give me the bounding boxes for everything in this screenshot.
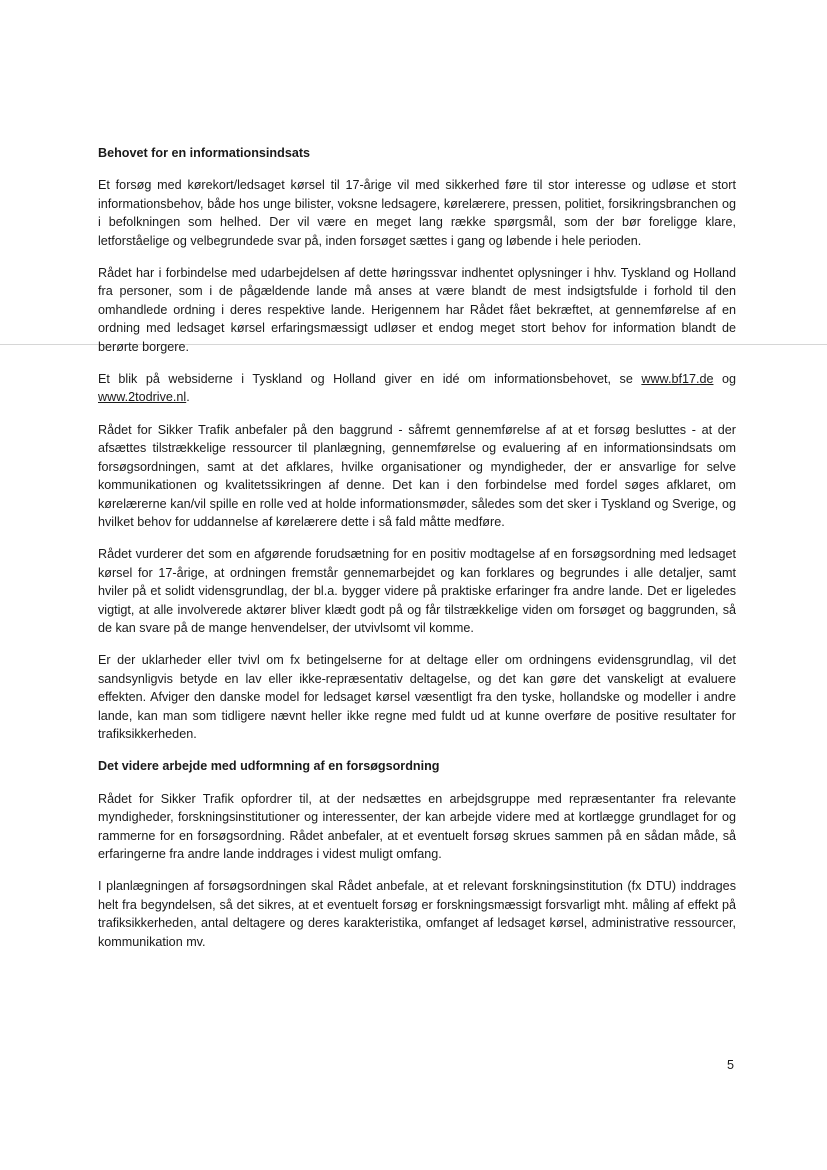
section-further-work: [98, 757, 736, 951]
section-heading: Behovet for en informationsindsats: [98, 146, 311, 160]
paragraph: Rådet for Sikker Trafik anbefaler på den baggrund - såfremt gennemførelse af at et forsøg besluttes - at der afsættes tilstrækkelige ressourcer til planlægning, gennemførelse og evaluering af en informationsindsats om forsøgsordningen, samt at det afklares, hvilke organisationer og myndigheder, der er ansvarlige for selve kommunikationen og kvalitetssikringen af denne. Det kan i den forbindelse med fordel søges afklaret, om kørelærerne kan/vil spille en rolle ved at holde informationsmøder, således som det sker i Tyskland og Sverige, og hvilket behov for uddannelse af kørelærere dette i så fald måtte medføre.: [98, 422, 736, 529]
link-paragraph-text: og: [713, 372, 737, 387]
paragraph: Rådet har i forbindelse med udarbejdelsen af dette høringssvar indhentet oplysninger i hhv. Tyskland og Holland fra personer, som i de pågældende lande må anses at være blandt de mest indsigtsfulde i forhold til den omhandlede ordning i deres respektive lande. Herigennem har Rådet fået bekræftet, at gennemførelse af en ordning med ledsaget kørsel erfaringsmæssigt udløser et endog meget stort behov for information blandt de berørte borgere.: [98, 266, 736, 354]
link-paragraph-text: Et blik på websiderne i Tyskland og Holland giver en idé om informationsbehovet, se: [98, 372, 642, 387]
paragraph: Er der uklarheder eller tvivl om fx betingelserne for at deltage eller om ordningens evidensgrundlag, vil det sandsynligvis betyde en lav eller ikke-repræsentativ deltagelse, og det kan gøre det vanskeligt at evaluere effekten. Afviger den danske model for ledsaget kørsel væsentligt fra den tyske, hollandske og modeller i andre lande, kan man som tidligere nævnt heller ikke regne med fuldt ud at kunne overføre de positive resultater for trafiksikkerheden.: [98, 653, 736, 741]
paragraph-with-links: [98, 370, 736, 407]
paragraph: Rådet vurderer det som en afgørende forudsætning for en positiv modtagelse af en forsøgsordning med ledsaget kørsel for 17-årige, at ordningen fremstår gennemarbejdet og kan forklares og begrundes i alle detaljer, samt hviler på et solidt vidensgrundlag, der bl.a. bygger videre på praktiske erfaringer fra andre lande. Det er ligeledes vigtigt, at alle involverede aktører bliver klædt godt på og får tilstrækkelige viden om forsøget og baggrunden, så de kan svare på de mange henvendelser, der utvivlsomt vil komme.: [98, 547, 736, 635]
link-paragraph-text: .: [186, 390, 190, 405]
section-heading: Det videre arbejde med udformning af en forsøgsordning: [98, 759, 440, 774]
document-page: [98, 144, 736, 951]
page-number: 5: [726, 1058, 734, 1072]
paragraph: Rådet for Sikker Trafik opfordrer til, at der nedsættes en arbejdsgruppe med repræsentanter fra relevante myndigheder, forskningsinstitutioner og interessenter, der kan arbejde videre med at kortlægge grundlaget for og rammerne for en forsøgsordning. Rådet anbefaler, at et eventuelt forsøg skrues sammen på en sådan måde, så erfaringerne fra andre lande inddrages i videst muligt omfang.: [98, 791, 736, 861]
section-information-campaign: [98, 144, 736, 743]
link-bf17[interactable]: www.bf17.de: [641, 372, 714, 387]
paragraph: Et forsøg med kørekort/ledsaget kørsel til 17-årige vil med sikkerhed føre til stor interesse og udløse et stort informationsbehov, både hos unge bilister, voksne ledsagere, kørelærere, pressen, politiet, forsikringsbranchen og i befolkningen som helhed. Der vil være en meget lang række spørgsmål, som der bør foreligge klare, letforståelige og velbegrundede svar på, inden forsøget sættes i gang og løbende i hele perioden.: [98, 178, 736, 248]
paragraph: I planlægningen af forsøgsordningen skal Rådet anbefale, at et relevant forskningsinstitution (fx DTU) inddrages helt fra begyndelsen, så det sikres, at et eventuelt forsøg er forskningsmæssigt forsvarligt mht. måling af effekt på trafiksikkerheden, antal deltagere og deres karakteristika, omfanget af ledsaget kørsel, administrative ressourcer, kommunikation mv.: [98, 879, 736, 949]
link-2todrive[interactable]: www.2todrive.nl: [98, 390, 187, 405]
